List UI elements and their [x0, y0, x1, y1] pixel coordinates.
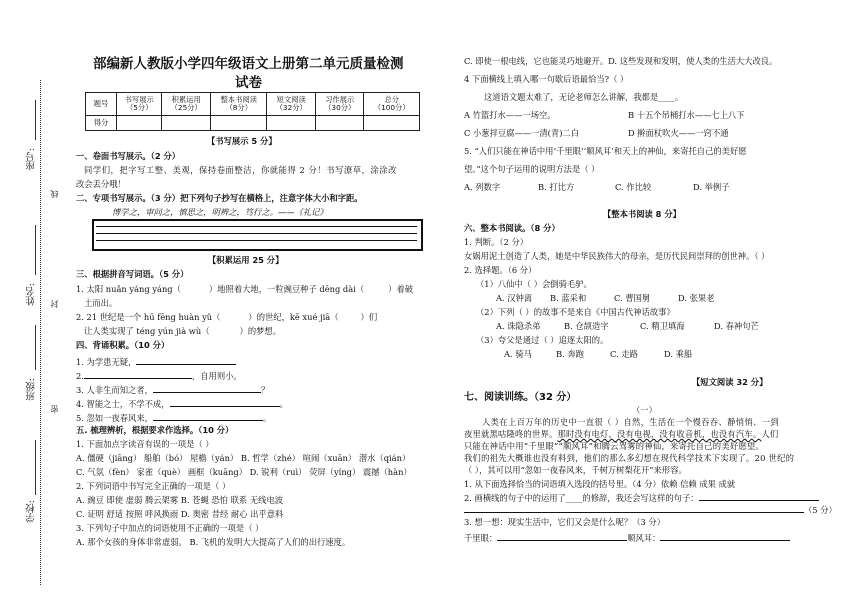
q5-5-option-a: A. 列数字: [464, 182, 501, 192]
q6-2-3-d: D. 乘船: [664, 349, 693, 359]
q6-2-1-b: B. 蓝采和: [550, 293, 587, 303]
q6-2-2-c: C. 精卫填海: [640, 321, 685, 331]
q5-4-sentence: 这道语文题太难了，无论老师怎么讲解，我都是____。: [484, 92, 684, 102]
q5-4-option-c: C 小葱拌豆腐——一清(青)二白: [464, 128, 580, 138]
q1-text: 同学们，把字写工整、美观，保持卷面整洁，你就能得 2 分！书写潦草，涂涂改: [84, 165, 397, 175]
q6-2-3-a: A. 骑马: [504, 349, 532, 359]
reading-q3-answers: 千里眼： 顺风耳：: [464, 532, 790, 543]
score-cell[interactable]: [315, 116, 364, 131]
q2-quote: 博学之，审问之，慎思之，明辨之，笃行之。——《礼记》: [112, 207, 328, 217]
q6-2: 2. 选择题。（6 分）: [464, 265, 537, 275]
passage-line: 夜里就黑咕隆咚的世界。那时没有电灯，没有电视，没有收音机，也没有汽车。人们: [464, 429, 779, 439]
answer-blank[interactable]: [153, 412, 263, 421]
passage-line: 人类在上百万年的历史中一直很（ ）自然，生活在一个慢吞吞、静悄悄、一到: [482, 417, 779, 427]
q4-heading: 四、背诵积累。（10 分）: [76, 340, 170, 350]
score-header-accum: 积累运用 （25分）: [162, 93, 211, 116]
q6-2-1-c: C. 曹国舅: [614, 293, 651, 303]
q6-2-2-d: D. 春神句芒: [714, 321, 759, 331]
q6-1: 1. 判断。（2 分）: [464, 237, 529, 247]
q5-3-options-ab: A. 那个女孩的身体非常虚弱。 B. 飞机的发明大大提高了人们的出行速度。: [76, 537, 351, 547]
passage-line: （ ），其可以用“忽如一夜春风来，千树万树梨花开”来形容。: [464, 465, 687, 475]
q5-2: 2. 下列词语中书写完全正确的一项是（ ）: [76, 481, 231, 491]
q5-5-option-d: D. 举例子: [693, 182, 730, 192]
section-book-reading: 【整本书阅读 8 分】: [603, 209, 681, 219]
q5-4-option-a: A 竹篮打水——一场空。: [464, 110, 556, 120]
side-blank-4[interactable]: [35, 440, 37, 495]
q5-2-options-ab: A. 豌豆 即使 虚弱 腾云架雾 B. 苍蝇 恐怕 联系 无线电波: [76, 495, 284, 505]
name-label: 姓名:: [26, 283, 37, 306]
score-cell[interactable]: [117, 116, 162, 131]
side-blank-2[interactable]: [35, 225, 37, 275]
section-accumulation: 【积累运用 25 分】: [208, 255, 284, 265]
q5-3-options-cd: C. 即使一根电线，它也能灵巧地避开。D. 这些发现和发明，使人类的生活大大改良。: [464, 56, 778, 66]
q6-2-3-b: B. 奔跑: [556, 349, 584, 359]
q5-5-cont: 望。”这个句子运用的说明方法是（ ）: [464, 164, 600, 174]
score-header-essay: 习作展示 （30分）: [315, 93, 364, 116]
q5-4-option-b: B 十五个吊桶打水——七上八下: [628, 110, 745, 120]
page-subtitle: 试卷: [235, 75, 262, 91]
q5-3: 3. 下列句子中加点的词语使用不正确的一项是（ ）: [76, 523, 264, 533]
q5-5-option-b: B. 打比方: [538, 182, 575, 192]
passage-line: 只能在神话中用“千里眼”“顺风耳”和腾云驾雾的神仙，来寄托自己的美好愿望。: [464, 441, 765, 451]
q3-line1-cont: 土而出。: [84, 298, 118, 308]
q4-item-5: 5. 忽如一夜春风来， 。: [76, 413, 272, 423]
q6-2-2: （2）下列（ ）的故事不是来自《中国古代神话故事》: [476, 307, 675, 317]
q5-1: 1. 下面加点字读音有误的一项是（ ）: [76, 439, 214, 449]
q6-2-1-a: A. 汉钟离: [496, 293, 533, 303]
reading-q2-line: （5 分）: [464, 504, 837, 515]
side-blank-3[interactable]: [35, 325, 37, 370]
q5-4: 4 下面横线上填入哪一句歇后语最恰当?（ ）: [464, 74, 629, 84]
q5-4-option-d: D 擀面杖吹火——一窍不通: [628, 128, 729, 138]
copy-box[interactable]: [92, 219, 423, 251]
score-header-total: 总分 （100分）: [364, 93, 420, 116]
q6-heading: 六、整本书阅读。（8 分）: [464, 223, 560, 233]
q4-item-2: 2. ，自用则小。: [76, 371, 242, 381]
answer-blank[interactable]: [699, 492, 819, 501]
side-blank-1[interactable]: [35, 100, 37, 140]
score-cell[interactable]: [364, 116, 420, 131]
q5-1-options-ab: A. 僵硬（jiāng） 船舶（bó） 屋檐（yán） B. 哲学（zhé） 喧闹（xuān） 潜水（qián）: [76, 453, 411, 463]
q6-2-3: （3）夸父是通过（ ）追逐太阳的。: [476, 335, 609, 345]
q3-line1: 1. 太阳 nuǎn yáng yáng（ ）地照着大地，一粒豌豆种子 dēng dài（ ）着破: [76, 284, 414, 294]
passage-number: （一）: [632, 405, 657, 415]
answer-blank[interactable]: [153, 384, 261, 393]
copy-line: [96, 240, 417, 241]
copy-line: [96, 226, 417, 227]
seal-mark-line: 线: [50, 190, 59, 198]
q6-2-3-c: C. 走路: [610, 349, 638, 359]
q1-heading: 一、卷面书写展示。（2 分）: [76, 151, 181, 161]
q5-2-options-cd: C. 证明 舒适 按照 呼风换雨 D. 奥密 昔经 耐心 出乎意料: [76, 509, 284, 519]
answer-blank[interactable]: [660, 532, 790, 541]
q5-heading: 五. 梳理辨析，根据要求作选择。（10 分）: [76, 425, 234, 435]
answer-blank[interactable]: [136, 356, 236, 365]
q7-heading: 七、阅读训练。（32 分）: [464, 392, 577, 403]
reading-q1: 1. 从下面选择恰当的词语填入选段的括号里。（4 分）依赖 信赖 成果 成就: [464, 479, 736, 489]
score-cell[interactable]: [162, 116, 211, 131]
q2-heading: 二、专项书写展示。（3 分）把下列句子抄写在横格上，注意字体大小和字距。: [76, 193, 363, 203]
section-writing: 【书写展示 5 分】: [207, 136, 277, 146]
q4-item-3: 3. 人非生而知之者， ？: [76, 385, 270, 395]
seal-mark-seal: 封: [50, 300, 59, 308]
q5-5: 5. “人们只能在神话中用‘千里眼’‘顺风耳’和天上的神仙，来寄托自己的美好愿: [464, 146, 747, 156]
q5-5-option-c: C. 作比较: [615, 182, 652, 192]
q1-text-cont: 改会丢分哦！: [76, 179, 126, 189]
score-header-short: 短文阅读 （32分）: [267, 93, 316, 116]
score-header-writing: 书写展示 （5分）: [117, 93, 162, 116]
q4-item-1: 1. 为学患无疑，: [76, 356, 236, 367]
page-title: 部编新人教版小学四年级语文上册第二单元质量检测: [93, 56, 404, 72]
q3-line3: 让人类实现了 téng yún jià wù（ ）的梦想。: [84, 326, 282, 336]
class-label: 班级:: [26, 378, 37, 401]
score-header-book: 整本书阅读 （8分）: [210, 93, 266, 116]
score-table: [85, 92, 420, 131]
binding-line: [40, 80, 41, 585]
copy-line: [96, 233, 417, 234]
answer-blank[interactable]: [464, 504, 804, 513]
score-cell[interactable]: [210, 116, 266, 131]
seat-label: 座号:: [26, 148, 37, 171]
q6-2-1-d: D. 张果老: [678, 293, 715, 303]
q5-1-options-cd: C. 气氛（fèn） 家雀（què） 画框（kuāng） D. 锐利（ruì） 荧屏（yíng） 震撼（hàn）: [76, 467, 412, 477]
score-cell[interactable]: [267, 116, 316, 131]
answer-blank[interactable]: [84, 370, 192, 379]
passage-line: 我们的祖先大概谁也没有料到，他们的那么多幻想在现代科学技术下实现了。20 世纪的: [464, 453, 795, 463]
q4-item-4: 4. 智能之士，不学不成， 。: [76, 399, 288, 409]
section-short-reading: 【短文阅读 32 分】: [692, 377, 768, 387]
q3-heading: 三、根据拼音写词语。（5 分）: [76, 269, 189, 279]
answer-blank[interactable]: [170, 398, 280, 407]
answer-blank[interactable]: [497, 532, 627, 541]
q6-2-1: （1）八仙中（ ）会倒骑毛驴。: [476, 279, 592, 289]
q3-line2: 2. 21 世纪是一个 hū fēng huàn yǔ（ ）的世纪，kē xué jiā（ ）们: [76, 312, 378, 322]
seal-mark-secret: 密: [50, 405, 59, 413]
q6-1-statement: 女娲用泥土创造了人类，她是中华民族伟大的母亲，是历代民间崇拜的创世神。（ ）: [464, 251, 770, 261]
school-label: 学校:: [26, 500, 37, 523]
q6-2-2-b: B. 仓颉造字: [564, 321, 609, 331]
reading-q2: 2. 画横线的句子中的运用了____的修辞，我还会写这样的句子：: [464, 492, 819, 503]
q6-2-2-a: A. 诛隐杀弟: [496, 321, 541, 331]
reading-q3: 3. 想一想：现实生活中，它们又会是什么呢？（3 分）: [464, 517, 666, 527]
score-row-label: 得分: [86, 116, 117, 131]
score-header-label: 题号: [86, 93, 117, 116]
